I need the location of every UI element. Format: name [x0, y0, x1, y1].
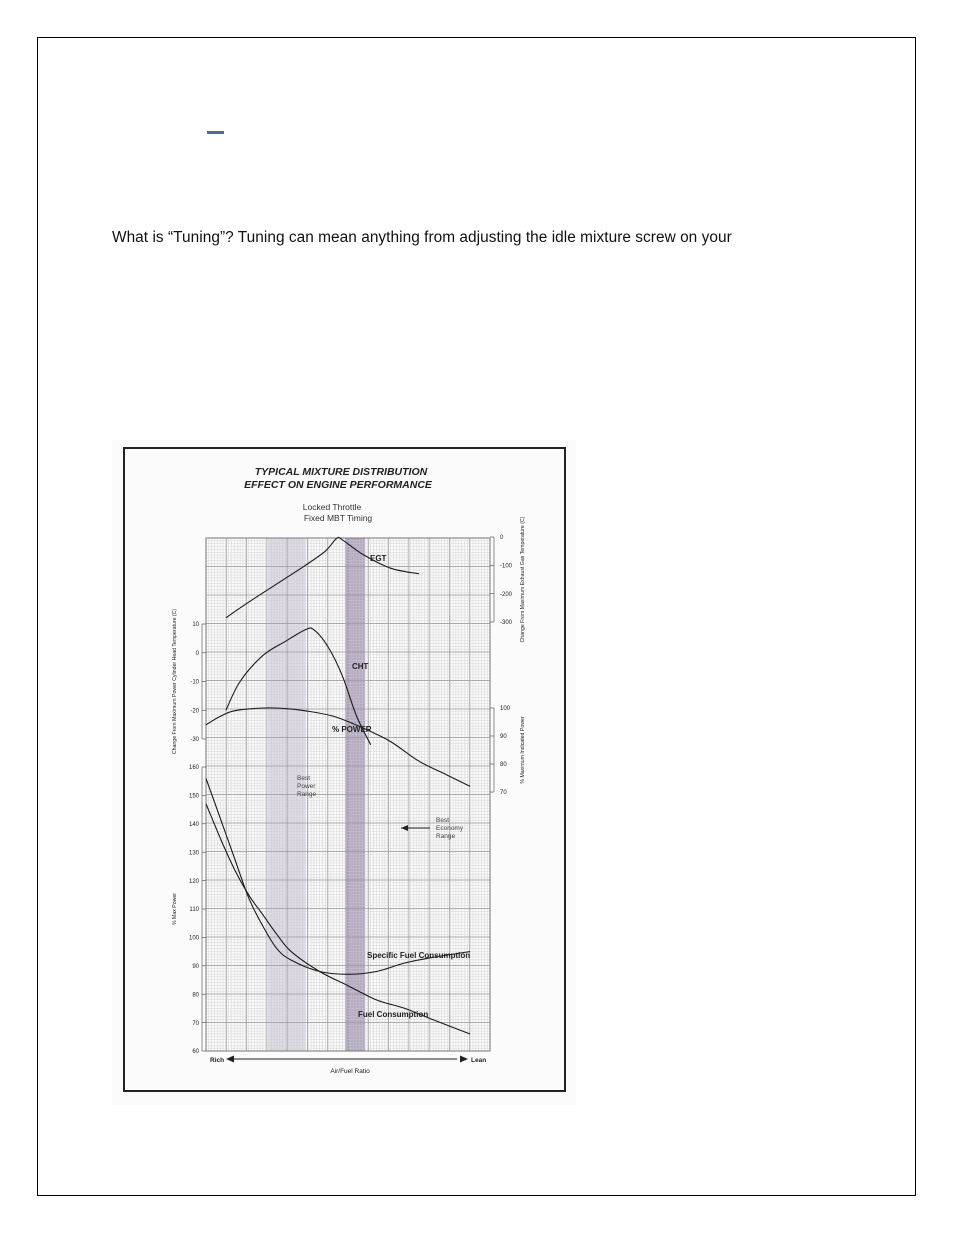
svg-text:Range: Range [436, 833, 456, 840]
egt-axis-title: Change From Maximum Exhaust Gas Temperature (C) [520, 516, 526, 643]
power-tick-label: 80 [500, 762, 507, 769]
egt-tick-label: -200 [500, 591, 513, 598]
power-tick-label: 70 [500, 790, 507, 797]
cht-tick-label: 10 [192, 622, 199, 629]
svg-text:Best: Best [436, 817, 450, 824]
x-right-label: Lean [471, 1057, 487, 1064]
cht-tick-label: -10 [190, 679, 199, 686]
egt-tick-label: -300 [500, 620, 513, 627]
egt-tick-label: -100 [500, 563, 513, 570]
cht-tick-label: 0 [195, 650, 199, 657]
series-label-sfc: Specific Fuel Consumption [367, 951, 471, 960]
series-label-power: % POWER [332, 725, 372, 734]
power-tick-label: 90 [500, 734, 507, 741]
max_power-tick-label: 120 [188, 878, 199, 885]
series-label-fc: Fuel Consumption [358, 1010, 429, 1019]
egt-tick-label: 0 [500, 535, 504, 542]
max_power-tick-label: 130 [188, 850, 199, 857]
chart-subtitle-line1: Locked Throttle [302, 502, 362, 512]
cht-axis-title: Change From Maximum Power Cylinder Head Temperature (C) [172, 608, 178, 755]
max_power-tick-label: 70 [192, 1020, 199, 1027]
series-label-egt: EGT [370, 554, 387, 563]
chart-subtitle-line2: Fixed MBT Timing [303, 513, 373, 523]
max_power-tick-label: 110 [189, 907, 199, 914]
cht-tick-label: -20 [190, 708, 199, 715]
power-axis-title: % Maximum Indicated Power [520, 716, 526, 784]
max_power-tick-label: 60 [192, 1049, 199, 1056]
power-tick-label: 100 [500, 706, 511, 713]
chart-title-line2: EFFECT ON ENGINE PERFORMANCE [244, 479, 432, 491]
max_power-tick-label: 140 [188, 822, 199, 828]
max_power-tick-label: 90 [192, 964, 199, 970]
cht-tick-label: -30 [190, 737, 199, 744]
heading-dash [207, 131, 224, 134]
svg-text:Power: Power [297, 783, 316, 790]
svg-text:Best: Best [297, 775, 311, 782]
x-left-label: Rich [210, 1057, 225, 1064]
mixture-chart [112, 440, 576, 1105]
max_power-tick-label: 100 [188, 935, 199, 942]
series-label-cht: CHT [352, 662, 369, 671]
x-axis-label: Air/Fuel Ratio [330, 1068, 370, 1075]
max_power-axis-title: % Max Power [172, 893, 178, 925]
max_power-tick-label: 150 [188, 793, 199, 800]
max_power-tick-label: 80 [192, 992, 199, 999]
svg-text:Range: Range [297, 791, 317, 798]
svg-text:Economy: Economy [436, 825, 464, 832]
chart-figure [112, 440, 576, 1105]
chart-title-line1: TYPICAL MIXTURE DISTRIBUTION [254, 466, 428, 478]
max_power-tick-label: 160 [188, 765, 199, 772]
body-text-line: What is “Tuning”? Tuning can mean anything from adjusting the idle mixture screw on your [112, 229, 732, 246]
